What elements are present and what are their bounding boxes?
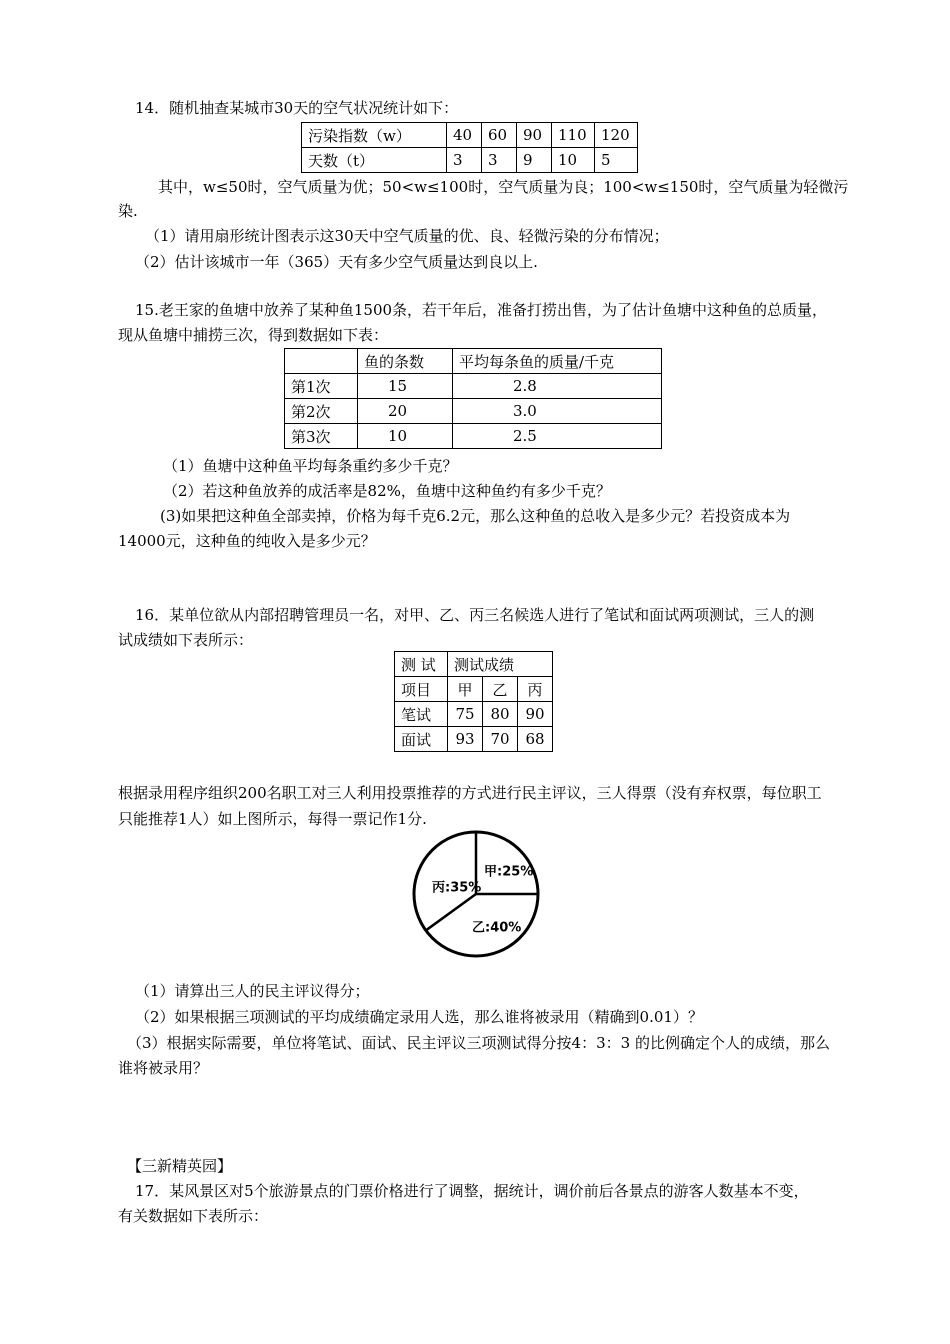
table-row bbox=[285, 349, 662, 374]
q15-stem-line1: 15.老王家的鱼塘中放养了某种鱼1500条，若干年后，准备打捞出售，为了估计鱼塘中这种鱼的总质量， bbox=[135, 301, 828, 319]
q15-part1: （1）鱼塘中这种鱼平均每条重约多少千克？ bbox=[163, 457, 458, 475]
table-cell: 15 bbox=[358, 374, 453, 399]
table-cell: 平均每条鱼的质量/千克 bbox=[453, 349, 662, 374]
table-cell: 110 bbox=[552, 123, 595, 148]
table-cell: 笔试 bbox=[395, 702, 448, 727]
q14-table bbox=[301, 122, 638, 173]
q14-part2: （2）估计该城市一年（365）天有多少空气质量达到良以上. bbox=[135, 253, 538, 271]
table-cell: 天数（t） bbox=[302, 148, 447, 173]
table-row bbox=[395, 702, 553, 727]
pie-slice-label: 丙:35% bbox=[432, 880, 482, 896]
table-cell: 第3次 bbox=[285, 424, 358, 449]
table-cell: 2.5 bbox=[453, 424, 662, 449]
pie-slice-label: 乙:40% bbox=[472, 920, 522, 936]
table-cell: 90 bbox=[518, 702, 553, 727]
table-cell: 120 bbox=[595, 123, 638, 148]
table-cell: 90 bbox=[517, 123, 552, 148]
table-cell bbox=[285, 349, 358, 374]
table-cell: 测试成绩 bbox=[448, 652, 553, 677]
table-cell: 5 bbox=[595, 148, 638, 173]
table-cell: 测 试 bbox=[395, 652, 448, 677]
table-row bbox=[302, 148, 638, 173]
table-cell: 10 bbox=[552, 148, 595, 173]
table-cell: 丙 bbox=[518, 677, 553, 702]
q14-note-line2: 染. bbox=[118, 202, 138, 220]
table-row bbox=[395, 727, 553, 752]
table-cell: 9 bbox=[517, 148, 552, 173]
table-cell: 污染指数（w） bbox=[302, 123, 447, 148]
table-cell: 3.0 bbox=[453, 399, 662, 424]
table-cell: 第1次 bbox=[285, 374, 358, 399]
table-cell: 60 bbox=[482, 123, 517, 148]
q16-vote-line1: 根据录用程序组织200名职工对三人利用投票推荐的方式进行民主评议，三人得票（没有弃权票，每位职工 bbox=[118, 784, 822, 802]
q16-stem-line2: 试成绩如下表所示： bbox=[118, 631, 254, 649]
section-title: 【三新精英园】 bbox=[127, 1157, 233, 1175]
table-row bbox=[285, 374, 662, 399]
table-cell: 10 bbox=[358, 424, 453, 449]
table-cell: 第2次 bbox=[285, 399, 358, 424]
table-row bbox=[395, 677, 553, 702]
q17-stem-line1: 17．某风景区对5个旅游景点的门票价格进行了调整，据统计，调价前后各景点的游客人数基本不变， bbox=[135, 1182, 809, 1200]
q15-stem-line2: 现从鱼塘中捕捞三次，得到数据如下表： bbox=[118, 326, 389, 344]
table-cell: 甲 bbox=[448, 677, 483, 702]
q15-part3-line2: 14000元，这种鱼的纯收入是多少元？ bbox=[118, 532, 376, 550]
table-cell: 70 bbox=[483, 727, 518, 752]
q16-part3-line2: 谁将被录用？ bbox=[118, 1059, 209, 1077]
q16-table bbox=[394, 651, 553, 752]
table-cell: 鱼的条数 bbox=[358, 349, 453, 374]
table-cell: 75 bbox=[448, 702, 483, 727]
pie-chart bbox=[400, 828, 560, 958]
table-row bbox=[302, 123, 638, 148]
q15-part3-line1: (3)如果把这种鱼全部卖掉，价格为每千克6.2元，那么这种鱼的总收入是多少元？若投资成本为 bbox=[160, 507, 791, 525]
pie-slice-label: 甲:25% bbox=[484, 864, 534, 880]
table-cell: 3 bbox=[482, 148, 517, 173]
q16-vote-line2: 只能推荐1人）如上图所示，每得一票记作1分. bbox=[118, 810, 427, 828]
q14-part1: （1）请用扇形统计图表示这30天中空气质量的优、良、轻微污染的分布情况； bbox=[145, 227, 669, 245]
table-cell: 68 bbox=[518, 727, 553, 752]
q16-part3-line1: （3）根据实际需要，单位将笔试、面试、民主评议三项测试得分按4：3：3 的比例确定个人的成绩，那么 bbox=[127, 1034, 830, 1052]
q15-part2: （2）若这种鱼放养的成活率是82%，鱼塘中这种鱼约有多少千克？ bbox=[163, 482, 611, 500]
table-cell: 项目 bbox=[395, 677, 448, 702]
table-row bbox=[285, 424, 662, 449]
q15-table bbox=[284, 348, 662, 449]
table-row bbox=[395, 652, 553, 677]
q16-part2: （2）如果根据三项测试的平均成绩确定录用人选，那么谁将被录用（精确到0.01）？ bbox=[135, 1008, 703, 1026]
q17-stem-line2: 有关数据如下表所示： bbox=[118, 1207, 269, 1225]
q16-stem-line1: 16．某单位欲从内部招聘管理员一名，对甲、乙、丙三名候选人进行了笔试和面试两项测试，三人的测 bbox=[135, 606, 815, 624]
q14-stem: 14．随机抽查某城市30天的空气状况统计如下： bbox=[135, 99, 459, 117]
table-cell: 面试 bbox=[395, 727, 448, 752]
q16-part1: （1）请算出三人的民主评议得分； bbox=[135, 982, 370, 1000]
table-cell: 93 bbox=[448, 727, 483, 752]
table-cell: 乙 bbox=[483, 677, 518, 702]
table-cell: 40 bbox=[447, 123, 482, 148]
q14-note-line1: 其中，w≤50时，空气质量为优；50<w≤100时，空气质量为良；100<w≤150时，空气质量为轻微污 bbox=[158, 178, 849, 196]
table-cell: 80 bbox=[483, 702, 518, 727]
table-cell: 2.8 bbox=[453, 374, 662, 399]
table-cell: 20 bbox=[358, 399, 453, 424]
table-row bbox=[285, 399, 662, 424]
table-cell: 3 bbox=[447, 148, 482, 173]
